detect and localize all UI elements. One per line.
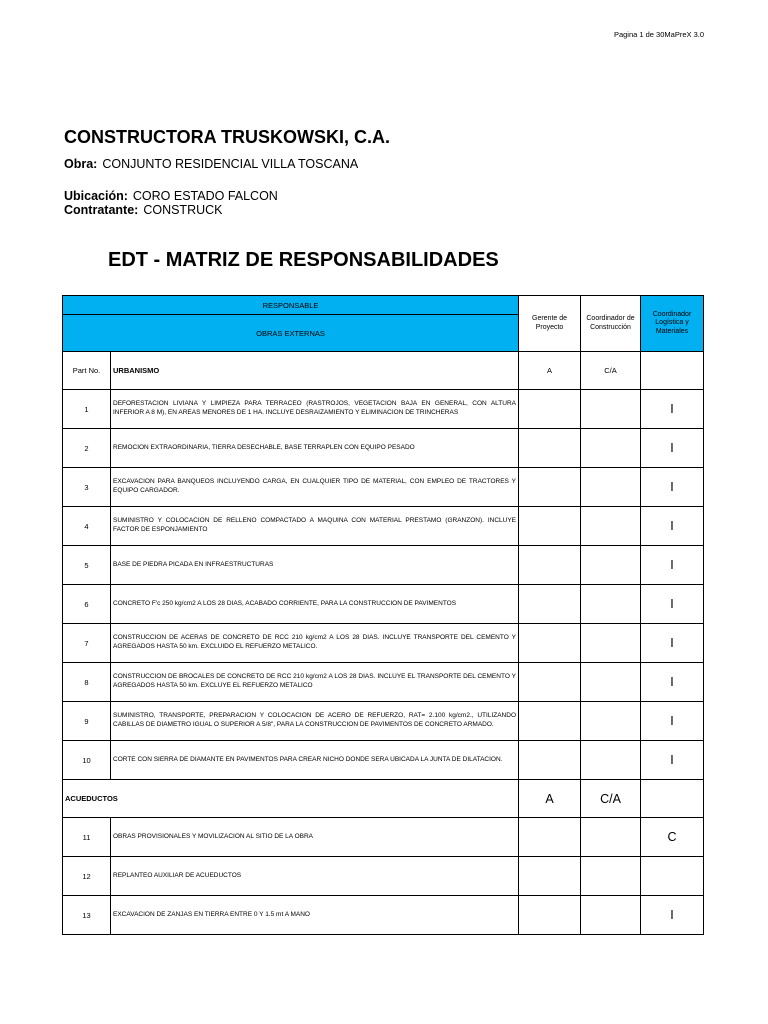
mark-gerente	[519, 507, 581, 546]
mark-logistica: I	[641, 546, 704, 585]
part-no: 10	[63, 741, 111, 780]
part-no: 11	[63, 818, 111, 857]
contratante-value: CONSTRUCK	[143, 203, 223, 217]
table-row	[63, 468, 704, 507]
table-row	[63, 624, 704, 663]
table-row	[63, 546, 704, 585]
item-description: CONCRETO F'c 250 kg/cm2 A LOS 28 DIAS, ACABADO CORRIENTE, PARA LA CONSTRUCCION DE PAVIMENTOS	[111, 585, 519, 624]
mark-logistica: I	[641, 390, 704, 429]
company-name: CONSTRUCTORA TRUSKOWSKI, C.A.	[64, 127, 390, 147]
document-title: EDT - MATRIZ DE RESPONSABILIDADES	[108, 249, 499, 271]
item-description: EXCAVACION PARA BANQUEOS INCLUYENDO CARGA, EN CUALQUIER TIPO DE MATERIAL, CON EMPLEO DE TRACTORES Y EQUIPO CARGADOR.	[111, 468, 519, 507]
section-label: ACUEDUCTOS	[63, 780, 519, 818]
mark-construccion	[581, 468, 641, 507]
mark-logistica: I	[641, 624, 704, 663]
part-no: 8	[63, 663, 111, 702]
item-description: SUMINISTRO Y COLOCACION DE RELLENO COMPACTADO A MAQUINA CON MATERIAL PRESTAMO (GRANZON). INCLUYE FACTOR DE ESPONJAMIENTO	[111, 507, 519, 546]
table-row	[63, 663, 704, 702]
mark-construccion	[581, 818, 641, 857]
mark-logistica	[641, 857, 704, 896]
part-no-header: Part No.	[63, 352, 111, 390]
mark-gerente	[519, 546, 581, 585]
mark-gerente	[519, 390, 581, 429]
mark-gerente	[519, 896, 581, 935]
mark-logistica: I	[641, 507, 704, 546]
mark-logistica: I	[641, 741, 704, 780]
part-no: 6	[63, 585, 111, 624]
mark-construccion	[581, 857, 641, 896]
section-acueductos	[63, 780, 704, 818]
mark-gerente: A	[519, 780, 581, 818]
contratante-line	[64, 203, 222, 217]
ubicacion-value: CORO ESTADO FALCON	[132, 189, 278, 203]
part-no: 3	[63, 468, 111, 507]
part-no: 5	[63, 546, 111, 585]
obra-value: CONJUNTO RESIDENCIAL VILLA TOSCANA	[102, 157, 359, 171]
table-row	[63, 818, 704, 857]
item-description: CONSTRUCCION DE BROCALES DE CONCRETO DE RCC 210 kg/cm2 A LOS 28 DIAS. INCLUYE EL TRANSPORTE DEL CEMENTO Y AGREGADOS HASTA 50 km. EXCLUYE EL REFUERZO METALICO	[111, 663, 519, 702]
item-description: REPLANTEO AUXILIAR DE ACUEDUCTOS	[111, 857, 519, 896]
mark-construccion	[581, 390, 641, 429]
mark-logistica	[641, 780, 704, 818]
mark-logistica: I	[641, 663, 704, 702]
item-description: BASE DE PIEDRA PICADA EN INFRAESTRUCTURAS	[111, 546, 519, 585]
mark-construccion	[581, 585, 641, 624]
table-row	[63, 585, 704, 624]
responsable-header: RESPONSABLE	[63, 296, 519, 315]
table-row	[63, 429, 704, 468]
mark-construccion	[581, 663, 641, 702]
part-no: 13	[63, 896, 111, 935]
ubicacion-line	[64, 189, 278, 203]
table-row	[63, 702, 704, 741]
mark-construccion	[581, 896, 641, 935]
table-row	[63, 741, 704, 780]
role-gerente-header: Gerente de Proyecto	[519, 296, 581, 352]
mark-gerente	[519, 741, 581, 780]
table-row	[63, 896, 704, 935]
mark-logistica: I	[641, 429, 704, 468]
mark-logistica: I	[641, 896, 704, 935]
mark-logistica: I	[641, 585, 704, 624]
responsibility-matrix	[62, 295, 704, 935]
item-description: CORTE CON SIERRA DE DIAMANTE EN PAVIMENTOS PARA CREAR NICHO DONDE SERA UBICADA LA JUNTA DE DILATACION.	[111, 741, 519, 780]
mark-construccion: C/A	[581, 352, 641, 390]
part-no: 12	[63, 857, 111, 896]
item-description: SUMINISTRO, TRANSPORTE, PREPARACION Y COLOCACION DE ACERO DE REFUERZO, RAT= 2.100 kg/cm2., UTILIZANDO CABILLAS DE DIAMETRO IGUAL O SUPERIOR A 5/8", PARA LA CONSTRUCCION DE PAVIMENTOS DE CONCRETO ARMADO.	[111, 702, 519, 741]
section-label: URBANISMO	[111, 352, 519, 390]
role-logistica-header: Coordinador Logística y Materiales	[641, 296, 704, 352]
mark-gerente	[519, 663, 581, 702]
item-description: OBRAS PROVISIONALES Y MOVILIZACION AL SITIO DE LA OBRA	[111, 818, 519, 857]
item-description: CONSTRUCCION DE ACERAS DE CONCRETO DE RCC 210 kg/cm2 A LOS 28 DIAS. INCLUYE TRANSPORTE DEL CEMENTO Y AGREGADOS HASTA 50 km. EXCLUIDO EL REFUERZO METALICO.	[111, 624, 519, 663]
item-description: DEFORESTACION LIVIANA Y LIMPIEZA PARA TERRACEO (RASTROJOS, VEGETACION BAJA EN GENERAL, CON ALTURA INFERIOR A 8 M), EN AREAS MENORES DE 1 HA. INCLUYE DESRAIZAMIENTO Y ELIMINACION DE TRINCHERAS	[111, 390, 519, 429]
page-indicator: Pagina 1 de 30MaPreX 3.0	[613, 30, 704, 39]
role-construccion-header: Coordinador de Construcción	[581, 296, 641, 352]
item-description: EXCAVACION DE ZANJAS EN TIERRA ENTRE 0 Y 1.5 mt A MANO	[111, 896, 519, 935]
obra-line	[64, 157, 358, 171]
mark-construccion	[581, 546, 641, 585]
mark-construccion	[581, 741, 641, 780]
part-no: 4	[63, 507, 111, 546]
mark-gerente	[519, 585, 581, 624]
section-urbanismo	[63, 352, 704, 390]
mark-construccion	[581, 429, 641, 468]
item-description: REMOCION EXTRAORDINARIA, TIERRA DESECHABLE, BASE TERRAPLEN CON EQUIPO PESADO	[111, 429, 519, 468]
ubicacion-label: Ubicación:	[64, 189, 128, 203]
mark-gerente	[519, 468, 581, 507]
mark-logistica: I	[641, 702, 704, 741]
mark-construccion	[581, 624, 641, 663]
mark-gerente	[519, 429, 581, 468]
contratante-label: Contratante:	[64, 203, 139, 217]
mark-construccion	[581, 507, 641, 546]
mark-gerente	[519, 702, 581, 741]
part-no: 2	[63, 429, 111, 468]
mark-construccion	[581, 702, 641, 741]
header-row-1	[63, 296, 704, 315]
mark-logistica: I	[641, 468, 704, 507]
mark-gerente	[519, 624, 581, 663]
part-no: 9	[63, 702, 111, 741]
table-row	[63, 507, 704, 546]
table-row	[63, 390, 704, 429]
mark-construccion: C/A	[581, 780, 641, 818]
mark-logistica	[641, 352, 704, 390]
part-no: 7	[63, 624, 111, 663]
mark-logistica: C	[641, 818, 704, 857]
obra-label: Obra:	[64, 157, 98, 171]
table-row	[63, 857, 704, 896]
mark-gerente: A	[519, 352, 581, 390]
mark-gerente	[519, 857, 581, 896]
obras-externas-header: OBRAS EXTERNAS	[63, 315, 519, 352]
part-no: 1	[63, 390, 111, 429]
mark-gerente	[519, 818, 581, 857]
